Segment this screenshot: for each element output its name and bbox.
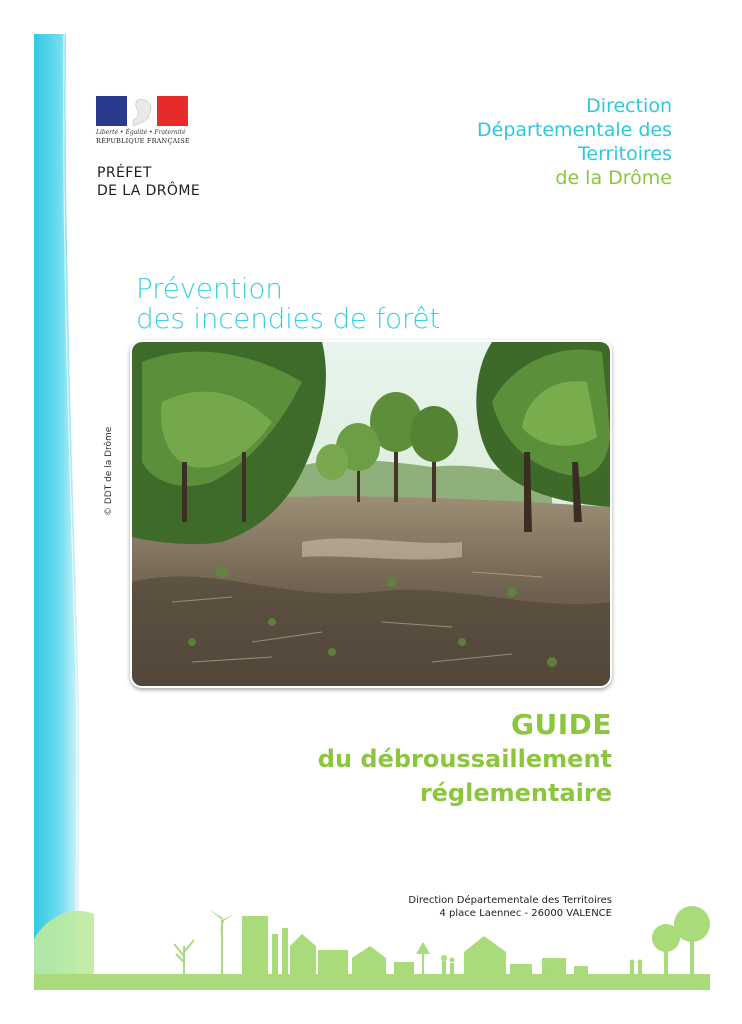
ddt-line-3: Territoires [578,143,672,165]
prefet-line-1: PRÉFET [97,165,152,181]
republic-motto: Liberté • Égalité • Fraternité [96,129,186,136]
prefet-line-2: DE LA DRÔME [97,183,201,199]
ddt-line-2: Départementale des [477,119,672,141]
marianne-profile-icon [131,98,155,126]
subject-line-2: des incendies de forêt [136,302,441,335]
guide-title-line-2: du débroussaillement [317,745,612,773]
guide-title-line-3: réglementaire [419,779,612,807]
guide-title [318,708,612,810]
ddt-line-4: de la Drôme [555,167,672,189]
forest-clearing-photo [132,342,610,686]
ddt-line-1: Direction [586,95,672,117]
town-skyline-illustration [34,906,710,990]
cover-photo [130,340,612,688]
cover-page [34,34,710,990]
marianne-logo [96,96,192,145]
republic-name: RÉPUBLIQUE FRANÇAISE [96,137,190,145]
guide-title-line-1: GUIDE [510,708,612,741]
subject-line-1: Prévention [136,272,283,305]
photo-credit: © DDT de la Drôme [104,426,114,516]
ddt-heading [477,94,672,190]
decorative-band [34,34,94,990]
address-line-2: 4 place Laennec - 26000 VALENCE [439,908,612,919]
prefet-block [97,164,200,200]
french-flag-icon [96,96,188,126]
subject-title [136,274,440,334]
address-line-1: Direction Départementale des Territoires [408,895,612,906]
